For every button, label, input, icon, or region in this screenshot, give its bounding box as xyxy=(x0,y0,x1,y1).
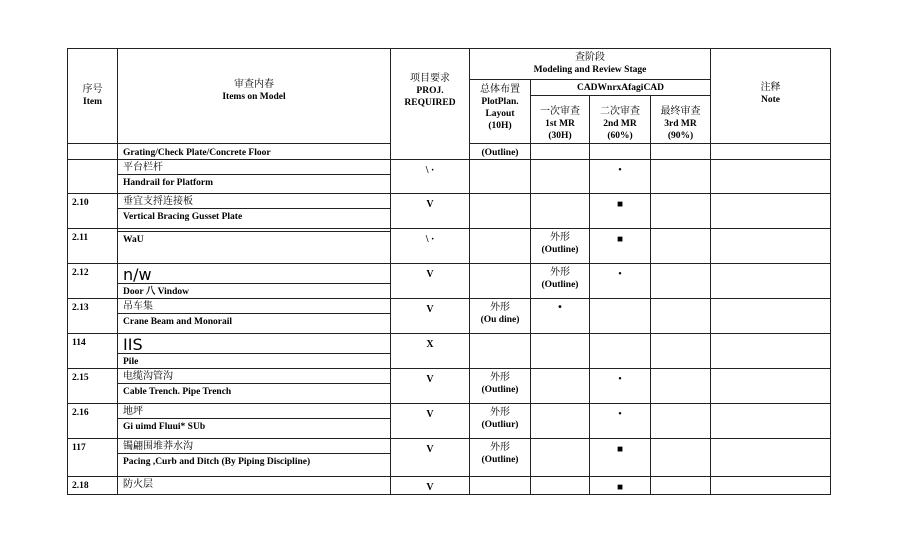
row-note xyxy=(711,229,831,264)
row-mr1 xyxy=(531,439,590,477)
header-cad: CADWnrxAfagiCAD xyxy=(531,80,711,96)
row-mr3 xyxy=(651,439,711,477)
row-item-en: Gi uimd Fluui* SUb xyxy=(118,418,390,433)
header-mr2-en: 2nd MR xyxy=(603,119,637,129)
row-mr1 xyxy=(531,229,590,264)
first-row-mr2 xyxy=(590,144,651,160)
row-item-en: Cable Trench. Pipe Trench xyxy=(118,383,390,398)
table-row xyxy=(68,264,831,299)
row-plot-zh: 外形 xyxy=(490,407,510,418)
row-mr1-zh: • xyxy=(557,302,563,313)
header-plot-en2: Layout xyxy=(485,109,515,119)
row-item xyxy=(118,194,391,229)
header-stage xyxy=(470,49,711,80)
row-mr3 xyxy=(651,299,711,334)
table-row xyxy=(68,369,831,404)
row-plot xyxy=(470,264,531,299)
row-note xyxy=(711,334,831,369)
row-mr3 xyxy=(651,334,711,369)
row-mr3 xyxy=(651,229,711,264)
header-proj xyxy=(391,49,470,160)
row-number: 117 xyxy=(68,439,118,477)
row-mr3 xyxy=(651,194,711,229)
row-number: 2.11 xyxy=(68,229,118,264)
row-item xyxy=(118,477,391,495)
row-item-en: Pacing ,Curb and Ditch (By Piping Discipline) xyxy=(118,453,390,468)
row-mr1-zh: 外形 xyxy=(550,232,570,243)
header-stage-en: Modeling and Review Stage xyxy=(533,65,647,75)
first-row-note xyxy=(711,144,831,160)
header-proj-zh: 项目要求 xyxy=(410,73,450,84)
row-mr2: • xyxy=(590,404,651,439)
row-plot xyxy=(470,299,531,334)
row-mr1 xyxy=(531,477,590,495)
header-proj-en1: PROJ. xyxy=(416,86,444,96)
row-item-en: Door 八 Vindow xyxy=(118,283,390,298)
row-plot-en: (Ou dine) xyxy=(480,315,520,325)
row-plot-en: (Outline) xyxy=(481,455,519,465)
row-mr1 xyxy=(531,299,590,334)
row-mr2: ■ xyxy=(590,194,651,229)
row-item xyxy=(118,264,391,299)
header-mr3-pct: (90%) xyxy=(667,131,694,141)
row-item-zh: 镯翩围堆莽水沟 xyxy=(123,441,193,452)
header-mr3 xyxy=(651,96,711,144)
row-item-zh: 平台栏杆 xyxy=(123,162,163,173)
table-row xyxy=(68,477,831,495)
row-proj: X xyxy=(391,334,470,369)
row-mr3 xyxy=(651,369,711,404)
row-item-en: Crane Beam and Monorail xyxy=(118,313,390,328)
table-row xyxy=(68,334,831,369)
header-seq-en: Item xyxy=(83,97,102,107)
row-mr3 xyxy=(651,264,711,299)
header-seq-zh: 序号 xyxy=(82,84,103,95)
row-note xyxy=(711,160,831,194)
header-plot-en3: (10H) xyxy=(488,121,512,131)
header-plot-en1: PlotPlan. xyxy=(481,97,519,107)
row-note xyxy=(711,404,831,439)
row-mr1-en: (Outline) xyxy=(541,280,579,290)
row-item-en: Vertical Bracing Gusset Plate xyxy=(118,208,390,223)
row-mr2: ■ xyxy=(590,477,651,495)
row-plot-en: (Outline) xyxy=(481,385,519,395)
row-plot-en: (Outliur) xyxy=(481,420,519,430)
header-plot xyxy=(470,80,531,144)
header-mr1 xyxy=(531,96,590,144)
row-number: 2.13 xyxy=(68,299,118,334)
row-item-zh: 防火层 xyxy=(123,479,153,490)
row-plot xyxy=(470,439,531,477)
table-row xyxy=(68,229,831,264)
row-number: 114 xyxy=(68,334,118,369)
row-mr2: ■ xyxy=(590,439,651,477)
row-plot xyxy=(470,369,531,404)
header-proj-en2: REQUIRED xyxy=(404,98,456,108)
table-row xyxy=(68,160,831,194)
row-mr3 xyxy=(651,160,711,194)
row-item-en: Pile xyxy=(118,353,390,368)
row-item xyxy=(118,229,391,264)
row-item-zh: IIS xyxy=(123,335,143,354)
row-plot xyxy=(470,477,531,495)
row-proj: V xyxy=(391,404,470,439)
row-mr2: ■ xyxy=(590,229,651,264)
row-note xyxy=(711,439,831,477)
row-item xyxy=(118,439,391,477)
table-row xyxy=(68,194,831,229)
table-row xyxy=(68,299,831,334)
row-proj: V xyxy=(391,439,470,477)
row-mr2 xyxy=(590,299,651,334)
row-mr1 xyxy=(531,264,590,299)
row-note xyxy=(711,194,831,229)
header-mr1-en: 1st MR xyxy=(545,119,575,129)
row-item-zh: n/w xyxy=(123,265,152,284)
row-item-zh: 电缆沟管沟 xyxy=(123,371,173,382)
row-mr3 xyxy=(651,404,711,439)
row-mr1 xyxy=(531,369,590,404)
header-seq xyxy=(68,49,118,144)
header-mr1-h: (30H) xyxy=(548,131,572,141)
header-note-zh: 注释 xyxy=(760,82,781,93)
row-item-en: WaU xyxy=(118,231,390,246)
row-mr3 xyxy=(651,477,711,495)
first-row-mr3 xyxy=(651,144,711,160)
row-number: 2.15 xyxy=(68,369,118,404)
row-plot xyxy=(470,404,531,439)
row-note xyxy=(711,369,831,404)
row-mr1 xyxy=(531,194,590,229)
row-plot-zh: 外形 xyxy=(490,372,510,383)
row-mr1-zh: 外形 xyxy=(550,267,570,278)
header-mr2 xyxy=(590,96,651,144)
row-proj: \ · xyxy=(391,160,470,194)
row-number: 2.18 xyxy=(68,477,118,495)
row-number: 2.16 xyxy=(68,404,118,439)
header-stage-zh: 查阶段 xyxy=(575,52,605,63)
row-number: 2.12 xyxy=(68,264,118,299)
header-mr2-zh: 二次审查 xyxy=(600,106,640,117)
row-mr1-en: (Outline) xyxy=(541,245,579,255)
row-item xyxy=(118,404,391,439)
row-mr2: • xyxy=(590,160,651,194)
row-proj: V xyxy=(391,477,470,495)
row-mr1 xyxy=(531,334,590,369)
row-proj: V xyxy=(391,369,470,404)
row-plot xyxy=(470,160,531,194)
row-mr2: • xyxy=(590,264,651,299)
row-plot xyxy=(470,334,531,369)
row-item-zh: 垂宜支捋连接板 xyxy=(123,196,193,207)
table-body xyxy=(68,160,831,495)
row-item-en: Handrail for Platform xyxy=(118,174,390,189)
header-mr1-zh: 一次审查 xyxy=(540,106,580,117)
model-review-table xyxy=(67,48,831,495)
first-row-plot: (Outline) xyxy=(470,144,531,160)
row-plot-zh: 外形 xyxy=(490,302,510,313)
row-note xyxy=(711,264,831,299)
first-row-item: Grating/Check Plate/Concrete Floor xyxy=(118,144,391,160)
header-plot-zh: 总体布置 xyxy=(480,84,520,95)
row-proj: V xyxy=(391,194,470,229)
first-row-mr1 xyxy=(531,144,590,160)
header-items-zh: 审查内春 xyxy=(234,79,274,90)
table-row xyxy=(68,404,831,439)
row-proj: \ · xyxy=(391,229,470,264)
row-item-zh: 吊车集 xyxy=(123,301,153,312)
row-number xyxy=(68,160,118,194)
header-note xyxy=(711,49,831,144)
row-number: 2.10 xyxy=(68,194,118,229)
first-row-num xyxy=(68,144,118,160)
row-plot xyxy=(470,194,531,229)
row-item xyxy=(118,334,391,369)
header-items-en: Items on Model xyxy=(222,92,286,102)
row-mr1 xyxy=(531,160,590,194)
row-note xyxy=(711,477,831,495)
table-row xyxy=(68,439,831,477)
header-items xyxy=(118,49,391,144)
row-mr1 xyxy=(531,404,590,439)
header-note-en: Note xyxy=(761,95,780,105)
review-table-sheet xyxy=(67,48,830,501)
row-mr2 xyxy=(590,334,651,369)
header-mr3-zh: 最终审查 xyxy=(660,106,701,117)
row-item-zh: 地坪 xyxy=(123,406,143,417)
row-proj: V xyxy=(391,264,470,299)
row-mr2: • xyxy=(590,369,651,404)
row-plot-zh: 外形 xyxy=(490,442,510,453)
row-proj: V xyxy=(391,299,470,334)
header-mr2-pct: (60%) xyxy=(607,131,633,141)
row-plot xyxy=(470,229,531,264)
row-item xyxy=(118,369,391,404)
row-note xyxy=(711,299,831,334)
row-item xyxy=(118,299,391,334)
row-item xyxy=(118,160,391,194)
header-mr3-en: 3rd MR xyxy=(664,119,697,129)
